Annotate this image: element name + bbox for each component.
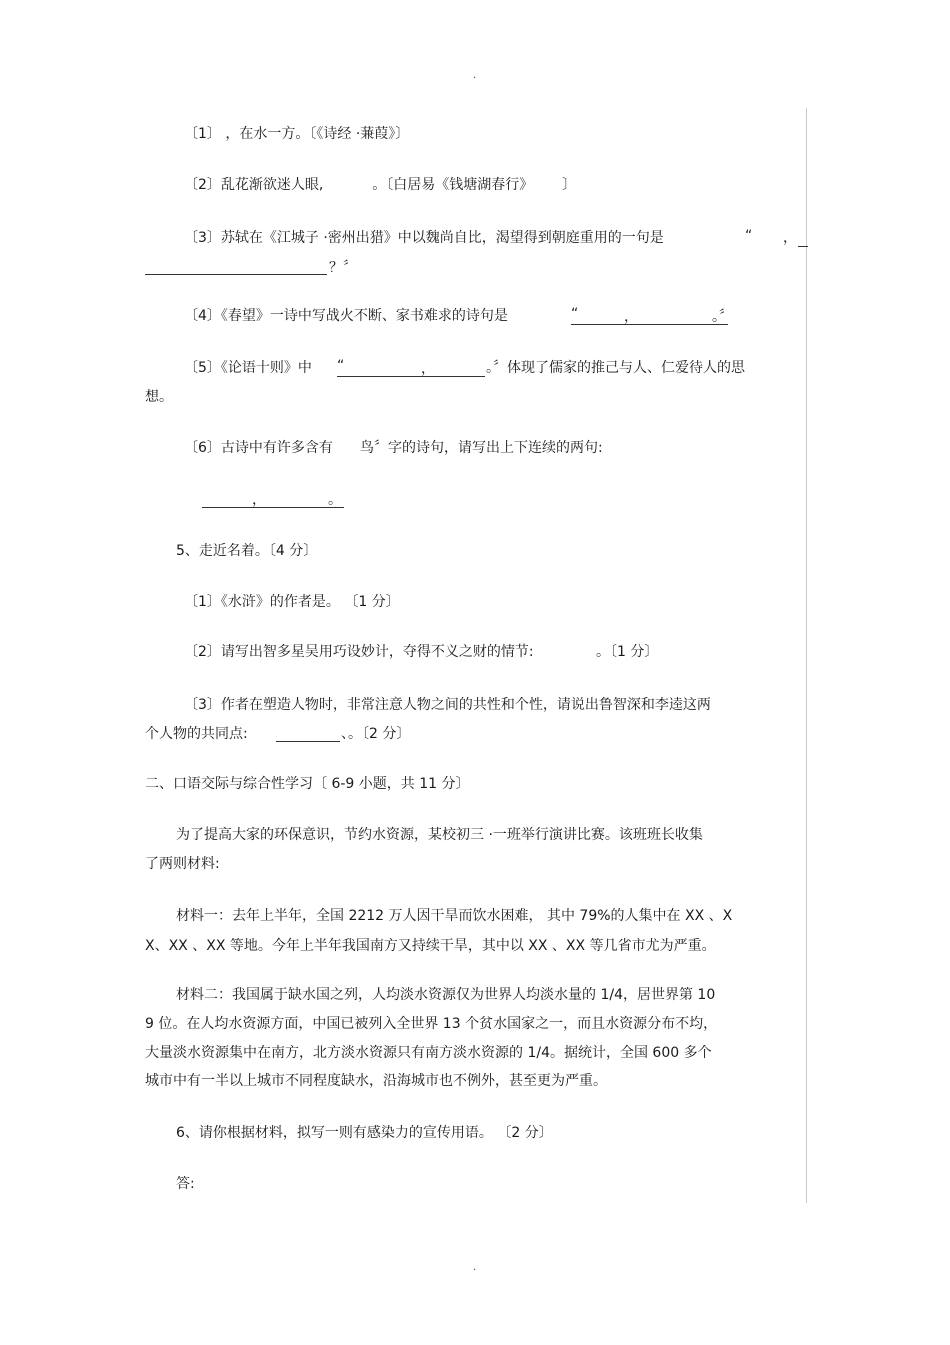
poem-q5-after: 。〞体现了儒家的推己与人、仁爱待人的思: [486, 360, 745, 376]
section2-title: 二、口语交际与综合性学习〔 6-9 小题，共 11 分〕: [145, 776, 470, 792]
section5-q2: 〔2〕请写出智多星吴用巧设妙计，夺得不义之财的情节:: [184, 644, 534, 660]
poem-q6-comma: ，: [252, 492, 266, 508]
poem-q3-blank-b[interactable]: [145, 274, 327, 275]
section5-q3-line1: 〔3〕作者在塑造人物时，非常注意人物之间的共性和个性，请说出鲁智深和李逵这两: [184, 697, 711, 713]
section5-q3-score: 、。〔2 分〕: [341, 726, 411, 742]
section5-q3-blank[interactable]: [276, 741, 340, 742]
poem-q5-quote: “: [337, 358, 345, 374]
section2-intro-line2: 了两则材料:: [145, 856, 220, 872]
section5-q2-score: 。〔1 分〕: [596, 644, 659, 660]
section5-q3-line2: 个人物的共同点:: [145, 726, 248, 742]
poem-q4-comma: ，: [624, 309, 638, 325]
poem-q5-line2: 想。: [145, 389, 173, 405]
section2-q6: 6、请你根据材料，拟写一则有感染力的宣传用语。 〔2 分〕: [176, 1125, 553, 1141]
poem-q1: 〔1〕 ，在水一方。〔《诗经 ·蒹葭》〕: [184, 126, 410, 142]
material1-line2: X、XX 、XX 等地。今年上半年我国南方又持续干旱，其中以 XX 、XX 等几省市尤为严重。: [145, 938, 716, 954]
poem-q5-comma: ，: [421, 361, 435, 377]
poem-q4-blank[interactable]: [571, 324, 728, 325]
page-border-line: [806, 108, 807, 1203]
answer-label: 答:: [176, 1176, 195, 1192]
poem-q6-bird: 鸟〞字的诗句，请写出上下连续的两句:: [360, 440, 603, 456]
material1-line1: 材料一：去年上半年，全国 2212 万人因干旱而饮水困难， 其中 79%的人集中在 XX 、X: [176, 908, 733, 924]
poem-q5: 〔5〕《论语十则》中: [184, 360, 312, 376]
header-mark: .: [473, 70, 477, 81]
poem-q3-quote: “: [745, 228, 753, 244]
material2-line2: 9 位。在人均水资源方面，中国已被列入全世界 13 个贫水国家之一，而且水资源分布不均，: [145, 1016, 718, 1032]
poem-q6: 〔6〕古诗中有许多含有: [184, 440, 333, 456]
footer-mark: .: [473, 1262, 477, 1273]
poem-q4-quote: “: [571, 306, 579, 322]
poem-q3-tail: ？〞: [329, 260, 357, 276]
material2-line1: 材料二：我国属于缺水国之列，人均淡水资源仅为世界人均淡水量的 1/4，居世界第 10: [176, 987, 716, 1003]
material2-line4: 城市中有一半以上城市不同程度缺水，沿海城市也不例外，甚至更为严重。: [145, 1073, 607, 1089]
poem-q3-blank-a[interactable]: [798, 246, 808, 247]
poem-q2: 〔2〕乱花渐欲迷人眼, 。〔白居易《钱塘湖春行》 〕: [184, 177, 577, 193]
section5-q1: 〔1〕《水浒》的作者是。 〔1 分〕: [184, 594, 400, 610]
poem-q3: 〔3〕苏轼在《江城子 ·密州出猎》中以魏尚自比，渴望得到朝庭重用的一句是: [184, 230, 664, 246]
poem-q6-end: 。: [328, 492, 342, 508]
material2-line3: 大量淡水资源集中在南方，北方淡水资源只有南方淡水资源的 1/4。据统计，全国 600 多个: [145, 1045, 712, 1061]
section2-intro-line1: 为了提高大家的环保意识，节约水资源，某校初三 ·一班举行演讲比赛。该班班长收集: [176, 827, 703, 843]
section5-title: 5、走近名着。〔4 分〕: [176, 543, 318, 559]
poem-q6-blank[interactable]: [202, 507, 344, 508]
poem-q5-blank[interactable]: [337, 376, 485, 377]
poem-q3-comma: ，: [783, 230, 797, 246]
poem-q4-end: 。〞: [712, 309, 733, 325]
poem-q4: 〔4〕《春望》一诗中写战火不断、家书难求的诗句是: [184, 308, 508, 324]
